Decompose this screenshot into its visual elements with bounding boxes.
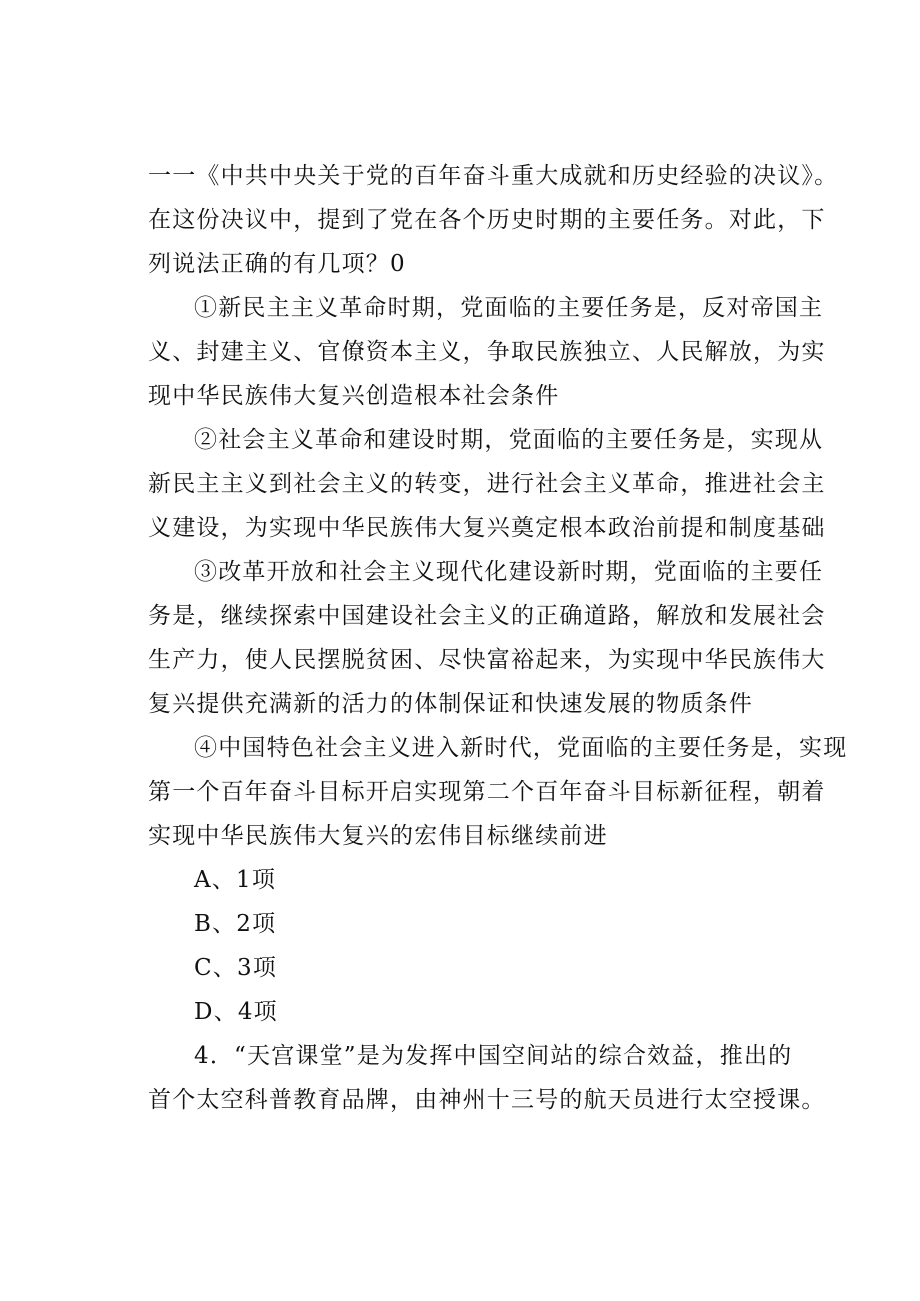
- statement-2: [148, 418, 826, 550]
- statement-4: [148, 726, 848, 858]
- text-line: ④中国特色社会主义进入新时代，党面临的主要任务是，实现: [194, 735, 848, 761]
- text-line: 一一《中共中央关于党的百年奋斗重大成就和历史经验的决议》。: [148, 163, 839, 189]
- text-line: 务是，继续探索中国建设社会主义的正确道路，解放和发展社会: [148, 603, 826, 629]
- text-line: 在这份决议中，提到了党在各个历史时期的主要任务。对此，下: [148, 207, 826, 233]
- text-line: 义建设，为实现中华民族伟大复兴奠定根本政治前提和制度基础: [148, 515, 826, 541]
- text-line: 现中华民族伟大复兴创造根本社会条件: [148, 383, 560, 409]
- text-line: ①新民主主义革命时期，党面临的主要任务是，反对帝国主: [194, 295, 824, 321]
- document-body: [148, 154, 848, 1122]
- text-line: 生产力，使人民摆脱贫困、尽快富裕起来，为实现中华民族伟大: [148, 647, 826, 673]
- option-d: D、4项: [194, 999, 278, 1025]
- option-a: A、1项: [194, 867, 277, 893]
- option-c: C、3项: [194, 955, 278, 981]
- text-line: ③改革开放和社会主义现代化建设新时期，党面临的主要任: [194, 559, 824, 585]
- text-line: 4．“天宫课堂”是为发挥中国空间站的综合效益，推出的: [194, 1043, 793, 1069]
- statement-1: [148, 286, 826, 418]
- text-line: 列说法正确的有几项？0: [148, 251, 406, 277]
- text-line: 实现中华民族伟大复兴的宏伟目标继续前进: [148, 823, 608, 849]
- next-question: [148, 1034, 826, 1122]
- text-line: 新民主主义到社会主义的转变，进行社会主义革命，推进社会主: [148, 471, 826, 497]
- text-line: 第一个百年奋斗目标开启实现第二个百年奋斗目标新征程，朝着: [148, 779, 826, 805]
- statement-3: [148, 550, 826, 726]
- text-line: 复兴提供充满新的活力的体制保证和快速发展的物质条件: [148, 691, 753, 717]
- text-line: ②社会主义革命和建设时期，党面临的主要任务是，实现从: [194, 427, 824, 453]
- option-b: B、2项: [194, 911, 277, 937]
- text-line: 义、封建主义、官僚资本主义，争取民族独立、人民解放，为实: [148, 339, 826, 365]
- text-line: 首个太空科普教育品牌，由神州十三号的航天员进行太空授课。: [148, 1087, 826, 1113]
- question-intro: [148, 154, 839, 286]
